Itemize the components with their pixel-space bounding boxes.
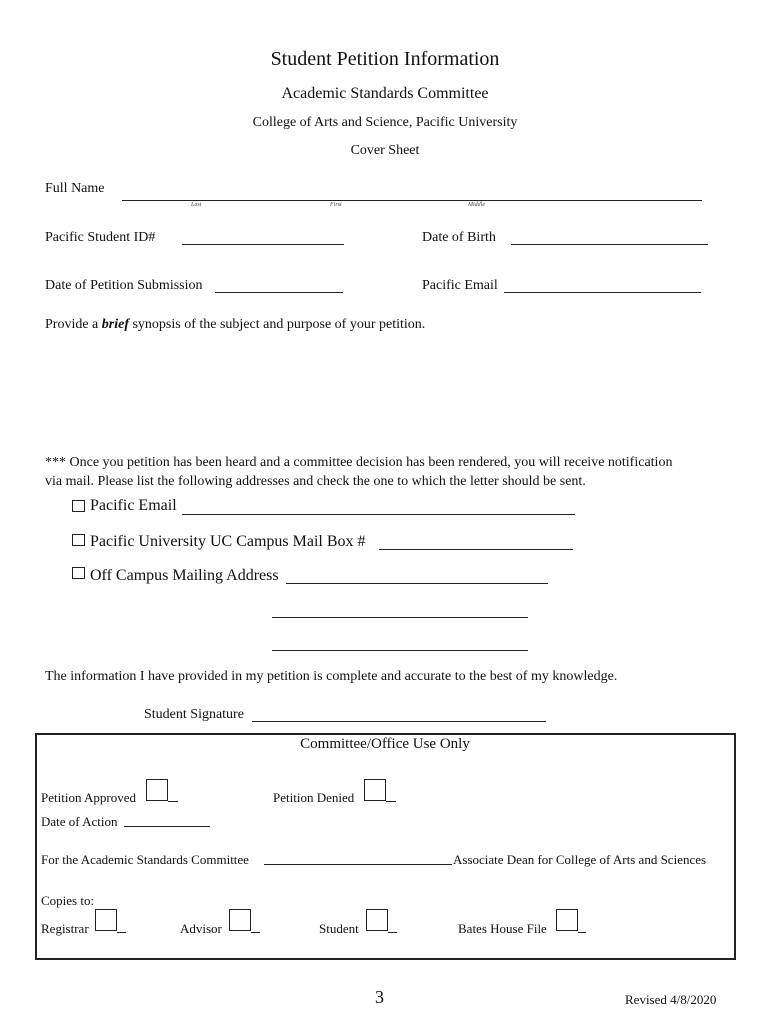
submission-date-label: Date of Petition Submission bbox=[45, 278, 203, 293]
petition-approved-label: Petition Approved bbox=[41, 790, 136, 805]
bates-house-file-label: Bates House File bbox=[458, 921, 547, 936]
approved-tail-line bbox=[168, 801, 178, 802]
off-campus-address-line-2[interactable] bbox=[272, 617, 528, 618]
student-checkbox[interactable] bbox=[366, 909, 388, 931]
date-of-action-label: Date of Action bbox=[41, 814, 118, 829]
for-committee-label: For the Academic Standards Committee bbox=[41, 852, 249, 867]
notification-line-1: *** Once you petition has been heard and a committee decision has been rendered, you will receive notification bbox=[45, 455, 673, 470]
copies-to-label: Copies to: bbox=[41, 893, 95, 908]
student-signature-line[interactable] bbox=[252, 721, 546, 722]
student-id-line[interactable] bbox=[182, 244, 344, 245]
campus-mail-option-line[interactable] bbox=[379, 549, 573, 550]
synopsis-area[interactable] bbox=[45, 340, 725, 445]
registrar-label: Registrar bbox=[41, 921, 89, 936]
off-campus-address-line-1[interactable] bbox=[286, 583, 548, 584]
petition-denied-label: Petition Denied bbox=[273, 790, 355, 805]
off-campus-address-line-3[interactable] bbox=[272, 650, 528, 651]
page-number: 3 bbox=[375, 987, 384, 1007]
synopsis-instruction: Provide a brief synopsis of the subject and purpose of your petition. bbox=[45, 317, 426, 332]
last-name-caption: Last bbox=[191, 202, 202, 208]
pacific-email-line[interactable] bbox=[504, 292, 701, 293]
associate-dean-label: Associate Dean for College of Arts and Sciences bbox=[453, 852, 707, 867]
committee-name: Academic Standards Committee bbox=[281, 85, 489, 102]
campus-mail-option-label: Pacific University UC Campus Mail Box # bbox=[90, 533, 366, 550]
submission-date-line[interactable] bbox=[215, 292, 343, 293]
date-of-action-line[interactable] bbox=[124, 826, 210, 827]
registrar-checkbox[interactable] bbox=[95, 909, 117, 931]
full-name-line[interactable] bbox=[122, 200, 702, 201]
notification-line-2: via mail. Please list the following addresses and check the one to which the letter should be sent. bbox=[45, 474, 586, 489]
office-use-title: Committee/Office Use Only bbox=[300, 736, 470, 752]
full-name-label: Full Name bbox=[45, 181, 105, 196]
pacific-email-checkbox[interactable] bbox=[72, 500, 85, 512]
committee-signature-line[interactable] bbox=[264, 864, 452, 865]
denied-tail-line bbox=[386, 801, 396, 802]
college-name: College of Arts and Science, Pacific University bbox=[252, 115, 518, 130]
pacific-email-option-line[interactable] bbox=[182, 514, 575, 515]
student-tail-line bbox=[388, 932, 397, 933]
off-campus-option-label: Off Campus Mailing Address bbox=[90, 567, 279, 584]
student-id-label: Pacific Student ID# bbox=[45, 230, 156, 245]
pacific-email-option-label: Pacific Email bbox=[90, 497, 177, 514]
petition-denied-checkbox[interactable] bbox=[364, 779, 386, 801]
off-campus-checkbox[interactable] bbox=[72, 567, 85, 579]
certification-statement: The information I have provided in my petition is complete and accurate to the best of my knowledge. bbox=[45, 669, 618, 684]
pacific-email-label: Pacific Email bbox=[422, 278, 498, 293]
student-label: Student bbox=[319, 921, 359, 936]
date-of-birth-label: Date of Birth bbox=[422, 230, 496, 245]
bates-tail-line bbox=[578, 932, 586, 933]
bates-house-file-checkbox[interactable] bbox=[556, 909, 578, 931]
revision-date: Revised 4/8/2020 bbox=[625, 992, 717, 1007]
registrar-tail-line bbox=[117, 932, 126, 933]
advisor-label: Advisor bbox=[180, 921, 222, 936]
student-signature-label: Student Signature bbox=[144, 707, 244, 722]
middle-name-caption: Middle bbox=[468, 202, 485, 208]
petition-approved-checkbox[interactable] bbox=[146, 779, 168, 801]
date-of-birth-line[interactable] bbox=[511, 244, 708, 245]
cover-sheet-label: Cover Sheet bbox=[350, 143, 420, 158]
campus-mail-checkbox[interactable] bbox=[72, 534, 85, 546]
advisor-checkbox[interactable] bbox=[229, 909, 251, 931]
advisor-tail-line bbox=[251, 932, 260, 933]
page-title: Student Petition Information bbox=[270, 48, 500, 70]
first-name-caption: First bbox=[330, 202, 342, 208]
